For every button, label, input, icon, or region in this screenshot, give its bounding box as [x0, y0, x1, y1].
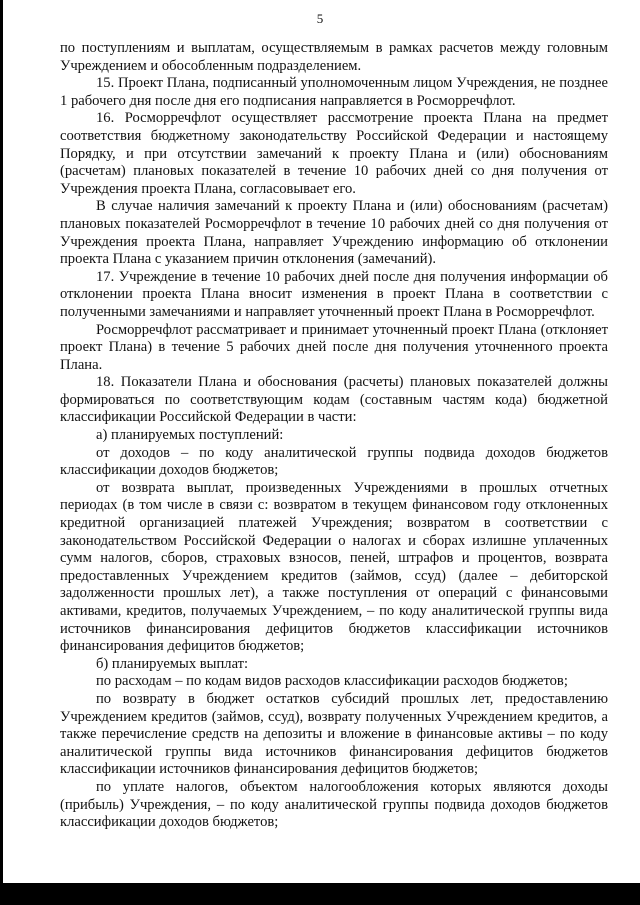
list-item-a: а) планируемых поступлений: [96, 427, 284, 444]
list-item-expenses: по расходам – по кодам видов расходов классификации расходов бюджетов; [96, 673, 568, 690]
scan-bottom-edge [0, 883, 640, 905]
paragraph-16-remarks: В случае наличия замечаний к проекту Плана и (или) обоснованиям (расчетам) плановых показателей Росморречфлот в течение 10 рабочих дней со дня получения от Учреждения проекта Плана, направляет Учреждению информацию об отклонении проекта Плана с указанием причин отклонения (замечаний). [60, 198, 608, 268]
paragraph-15: 15. Проект Плана, подписанный уполномоченным лицом Учреждения, не позднее 1 рабочего дня после дня его подписания направляется в Росморречфлот. [60, 75, 608, 109]
document-body [60, 40, 608, 832]
page-number: 5 [316, 11, 324, 26]
paragraph-16: 16. Росморречфлот осуществляет рассмотрение проекта Плана на предмет соответствия бюджетному законодательству Российской Федерации и настоящему Порядку, и при отсутствии замечаний к проекту Плана и (или) обоснованиям (расчетам) плановых показателей в течение 10 рабочих дней со дня получения от Учреждения проекта Плана, согласовывает его. [60, 110, 608, 197]
list-item-income: от доходов – по коду аналитической группы подвида доходов бюджетов классификации доходов бюджетов; [60, 444, 608, 479]
paragraph-17-review: Росморречфлот рассматривает и принимает уточненный проект Плана (отклоняет проект Плана) в течение 5 рабочих дней после дня получения уточненного проекта Плана. [60, 321, 608, 373]
paragraph-18: 18. Показатели Плана и обоснования (расчеты) плановых показателей должны формироваться по соответствующим кодам (составным частям кода) бюджетной классификации Российской Федерации в части: [60, 374, 608, 426]
scan-left-edge [0, 0, 3, 905]
list-item-refunds: от возврата выплат, произведенных Учреждениями в прошлых отчетных периодах (в том числе в связи с: возвратом в текущем финансовом году отклоненных кредитной организацией платежей Учреждения; возвратом в соответствии с законодательством Российской Федерации о налогах и сборах излишне уплаченных сумм налогов, сборов, страховых взносов, пеней, штрафов и процентов, возврата предоставленных Учреждением кредитов (займов, ссуд) (далее – дебиторской задолженности прошлых лет), а также поступления от операций с финансовыми активами, кредитов, получаемых Учреждением, – по коду аналитической группы вида источников финансирования дефицитов бюджетов классификации источников финансирования дефицитов бюджетов; [60, 479, 608, 655]
list-item-taxes: по уплате налогов, объектом налогообложения которых являются доходы (прибыль) Учреждения, – по коду аналитической группы подвида доходов бюджетов классификации доходов бюджетов; [60, 778, 608, 831]
list-item-subsidy-return: по возврату в бюджет остатков субсидий прошлых лет, предоставлению Учреждением кредитов (займов, ссуд), возврату полученных Учреждением кредитов, а также перечисление средств на депозиты и вложение в финансовые активы – по коду аналитической группы вида источников финансирования дефицитов бюджетов классификации источников финансирования дефицитов бюджетов; [60, 690, 608, 778]
paragraph-continuation: по поступлениям и выплатам, осуществляемым в рамках расчетов между головным Учреждением и обособленным подразделением. [60, 40, 608, 74]
paragraph-17: 17. Учреждение в течение 10 рабочих дней после дня получения информации об отклонении проекта Плана вносит изменения в проект Плана в соответствии с полученными замечаниями и направляет уточненный проект Плана в Росморречфлот. [60, 268, 608, 320]
list-item-b: б) планируемых выплат: [96, 655, 249, 672]
